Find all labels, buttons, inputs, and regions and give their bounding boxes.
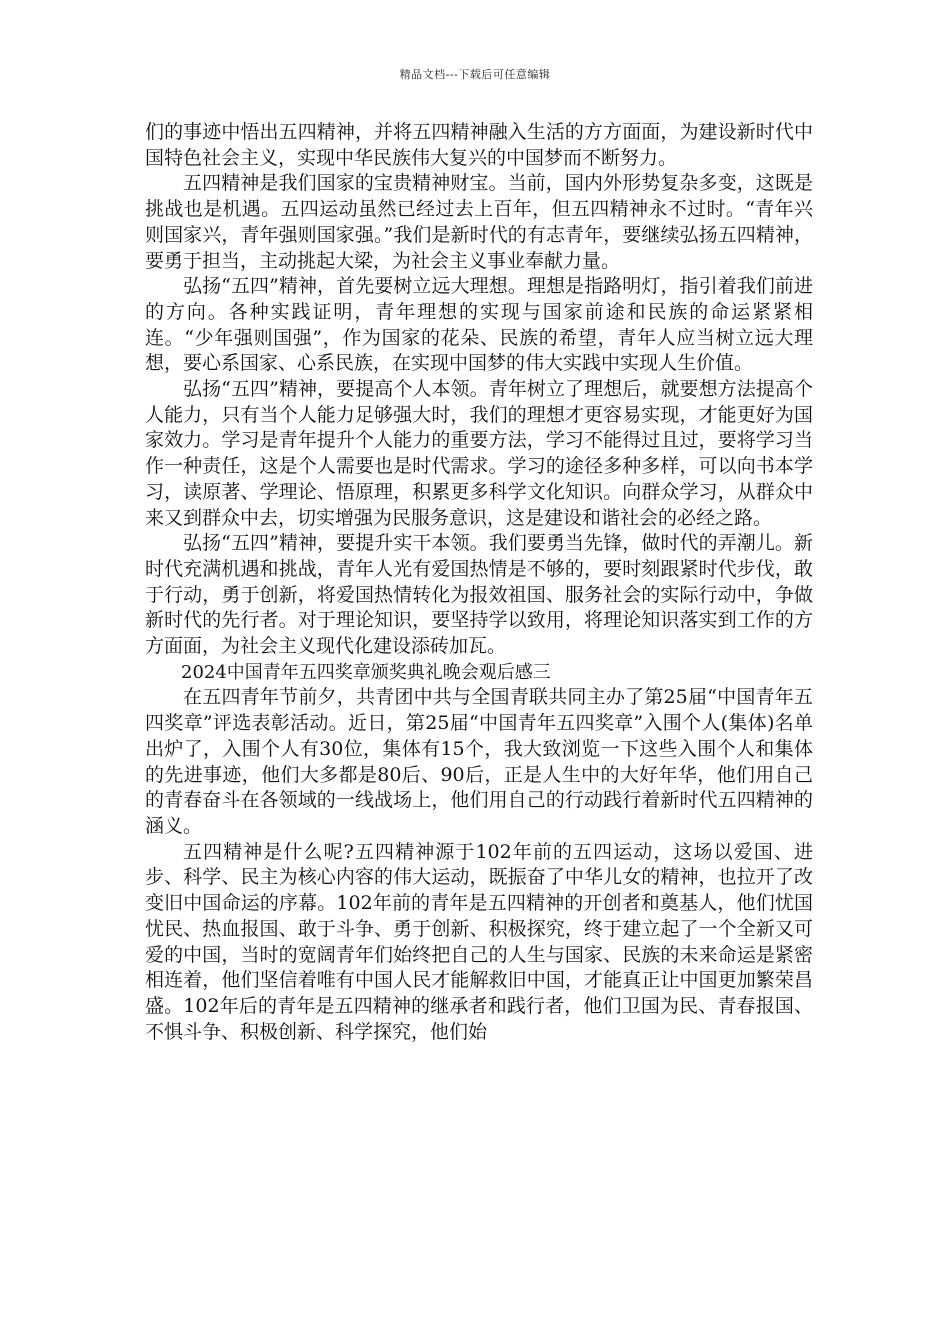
document-body	[145, 120, 813, 1045]
section-title: 2024中国青年五四奖章颁奖典礼晚会观后感三	[181, 661, 551, 683]
paragraph-2: 五四精神是我们国家的宝贵精神财宝。当前，国内外形势复杂多变，这既是挑战也是机遇。五四运动虽然已经过去上百年，但五四精神永不过时。“青年兴则国家兴，青年强则国家强。”我们是新时代的有志青年，要继续弘扬五四精神，要勇于担当，主动挑起大梁，为社会主义事业奉献力量。	[145, 172, 813, 272]
paragraph-5: 弘扬“五四”精神，要提升实干本领。我们要勇当先锋，做时代的弄潮儿。新时代充满机遇和挑战，青年人光有爱国热情是不够的，要时刻跟紧时代步伐，敢于行动，勇于创新，将爱国热情转化为报效祖国、服务社会的实际行动中，争做新时代的先行者。对于理论知识，要坚持学以致用，将理论知识落实到工作的方方面面，为社会主义现代化建设添砖加瓦。	[145, 532, 813, 658]
paragraph-1: 们的事迹中悟出五四精神，并将五四精神融入生活的方方面面，为建设新时代中国特色社会主义，实现中华民族伟大复兴的中国梦而不断努力。	[145, 121, 813, 169]
paragraph-4: 弘扬“五四”精神，要提高个人本领。青年树立了理想后，就要想方法提高个人能力，只有当个人能力足够强大时，我们的理想才更容易实现，才能更好为国家效力。学习是青年提升个人能力的重要方法，学习不能得过且过，要将学习当作一种责任，这是个人需要也是时代需求。学习的途径多种多样，可以向书本学习，读原著、学理论、悟原理，积累更多科学文化知识。向群众学习，从群众中来又到群众中去，切实增强为民服务意识，这是建设和谐社会的必经之路。	[145, 378, 813, 529]
page-header: 精品文档---下载后可任意编辑	[399, 68, 551, 81]
paragraph-7: 五四精神是什么呢?五四精神源于102年前的五四运动，这场以爱国、进步、科学、民主为核心内容的伟大运动，既振奋了中华儿女的精神，也拉开了改变旧中国命运的序幕。102年前的青年是五四精神的开创者和奠基人，他们忧国忧民、热血报国、敢于斗争、勇于创新、积极探究，终于建立起了一个全新又可爱的中国，当时的宽阔青年们始终把自己的人生与国家、民族的未来命运是紧密相连着，他们坚信着唯有中国人民才能解救旧中国，才能真正让中国更加繁荣昌盛。102年后的青年是五四精神的继承者和践行者，他们卫国为民、青春报国、不惧斗争、积极创新、科学探究，他们始	[145, 840, 813, 1043]
paragraph-6: 在五四青年节前夕，共青团中共与全国青联共同主办了第25届“中国青年五四奖章”评选表彰活动。近日，第25届“中国青年五四奖章”入围个人(集体)名单出炉了，入围个人有30位，集体有15个，我大致浏览一下这些入围个人和集体的先进事迹，他们大多都是80后、90后，正是人生中的大好年华，他们用自己的青春奋斗在各领域的一线战场上，他们用自己的行动践行着新时代五四精神的涵义。	[145, 686, 813, 837]
paragraph-3: 弘扬“五四”精神，首先要树立远大理想。理想是指路明灯，指引着我们前进的方向。各种实践证明，青年理想的实现与国家前途和民族的命运紧紧相连。“少年强则国强”，作为国家的花朵、民族的希望，青年人应当树立远大理想，要心系国家、心系民族，在实现中国梦的伟大实践中实现人生价值。	[145, 275, 813, 375]
